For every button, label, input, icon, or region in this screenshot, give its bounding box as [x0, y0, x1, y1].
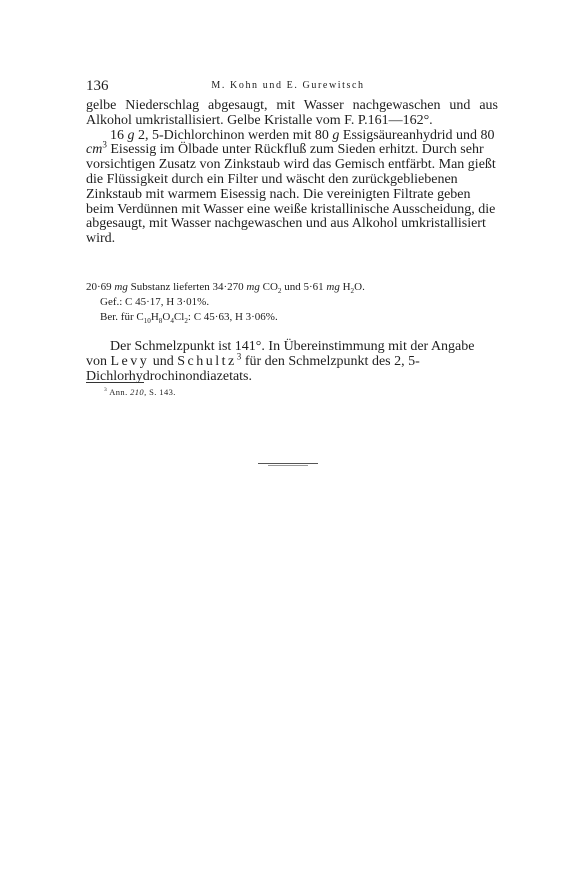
body-text [86, 99, 498, 247]
conclusion-text [86, 340, 498, 384]
analysis-block [86, 280, 506, 325]
paragraph-2: 16 g 2, 5-Dichlorchinon werden mit 80 g Essigsäureanhydrid und 80 $cm^3$ Eisessig im Ölbade unter Rückfluß zum Sieden erhitzt. Durch sehr vorsichtigen Zusatz von Zinkstaub wird das Gemisch entfärbt. Man gießt die Flüssigkeit durch ein Filter und wäscht den zurückgebliebenen Zinkstaub mit warmem Eisessig nach. Die vereinigten Filtrate geben beim Verdünnen mit Wasser eine weiße kristallinische Ausscheidung, die abgesaugt, mit Wasser nachgewaschen und aus Alkohol umkristallisiert wird. [86, 127, 496, 247]
running-head: M. Kohn und E. Gurewitsch [211, 80, 365, 91]
paragraph-3: Der Schmelzpunkt ist 141°. In Übereinstimmung mit der Angabe von Levy und Schultz$^3$ für den Schmelzpunkt des 2, 5-Dichlorhydrochinondiazetats. [86, 339, 475, 384]
footnote-ref[interactable]: 3 [236, 351, 242, 362]
end-ornament [258, 463, 318, 464]
footnote-rule [86, 382, 144, 383]
footnote: $^3$ Ann. 210, S. 143. [104, 387, 176, 397]
analysis-measurement: 20·69 mg Substanz lieferten 34·270 mg $CO_2$ und 5·61 mg $H_2O$. [86, 281, 365, 296]
analysis-calculated: Ber. für $C_{10}H_8O_4Cl_2$: C 45·63, H 3·06%. [100, 311, 278, 326]
author-levy: Levy [110, 353, 150, 369]
page-number: 136 [86, 78, 109, 94]
paragraph-1: gelbe Niederschlag abgesaugt, mit Wasser nachgewaschen und aus Alkohol umkristallisiert. Gelbe Kristalle vom F. P.161—162°. [86, 98, 498, 128]
analysis-found: Gef.: C 45·17, H 3·01%. [100, 296, 210, 308]
author-schultz: Schultz [177, 353, 237, 369]
